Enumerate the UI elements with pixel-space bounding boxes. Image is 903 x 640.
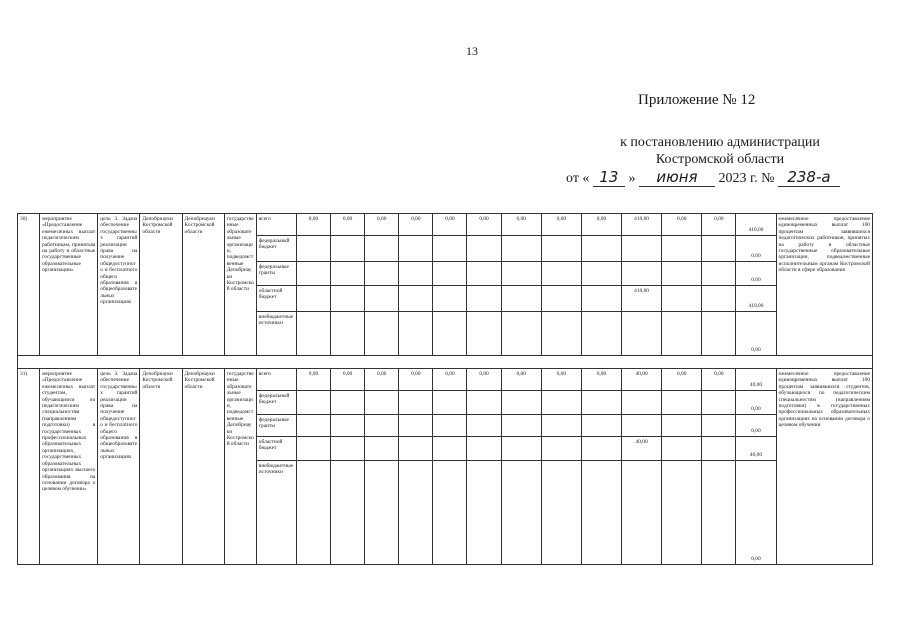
funding-value-cell [399,415,433,437]
funding-value-cell [433,236,467,262]
funding-source-label: всего [256,214,296,236]
funding-value-cell [399,437,433,461]
expected-result: ежемесячное предоставление единовременных выплат 100 процентам заявившихся педагогических работников, принятых на работу в областные государственные образовательные организации, подведомственные исполнительным органам Костромской области в сфере образования [776,214,872,356]
handwritten-day: 13 [593,168,625,187]
funding-value-cell [662,391,702,415]
funding-source-label: областной бюджет [256,286,296,312]
funding-value-cell [399,286,433,312]
funding-value-cell: 0,00 [662,369,702,391]
funding-value-cell: 0,00 [467,214,501,236]
funding-value-cell [331,262,365,286]
funding-value-cell [296,461,330,565]
funding-value-cell [467,236,501,262]
funding-value-cell: 0,00 [331,214,365,236]
funding-value-cell [399,461,433,565]
funding-value-cell [331,415,365,437]
funding-value-cell [331,391,365,415]
funding-value-cell [433,415,467,437]
decree-reference [570,134,870,168]
funding-value-cell [541,391,581,415]
funding-value-cell [433,437,467,461]
decree-line-1: к постановлению администрации [620,135,820,150]
funding-value-cell [662,236,702,262]
funding-value-cell: 0,00 [541,369,581,391]
funding-value-cell [433,391,467,415]
row-number: 30) [18,214,40,356]
funding-value-cell: 0,00 [399,214,433,236]
funding-value-cell: 0,00 [331,369,365,391]
funding-value-cell: 0,00 [501,214,541,236]
goal-description: цель 3. Задача обеспечение государственных гарантий реализации права на получение общедоступного и бесплатного общего образования в общеобразовательных организациях [98,369,140,565]
funding-value-cell [467,437,501,461]
funding-value-cell [296,437,330,461]
funding-value-cell [702,461,736,565]
funding-value-cell [622,415,662,437]
funding-value-cell [541,286,581,312]
row-number: 31) [18,369,40,565]
funding-value-cell [399,236,433,262]
decree-line-2: Костромской области [655,152,785,167]
event-description: мероприятие «Предоставление ежемесячных выплат педагогическим работникам, принятым на работу в областные государственные образовательные организации» [40,214,98,356]
funding-value-cell [296,262,330,286]
funding-value-cell [365,236,399,262]
funding-value-cell [331,312,365,356]
funding-value-cell [365,391,399,415]
funding-value-cell: 0,00 [541,214,581,236]
expected-result: ежемесячное предоставление единовременных выплат 100 процентам заявившихся студентов, обучающихся по педагогическим специальностям (направлениям подготовки) в государственных профессиональных образовательных организациях на основании договора о целевом обучении [776,369,872,565]
funding-source-label: областной бюджет [256,437,296,461]
funding-value-cell [501,461,541,565]
funding-total-cell: 0,00 [736,415,776,437]
date-year: 2023 г. № [718,171,775,186]
funding-value-cell: 410,00 [622,286,662,312]
funding-value-cell [331,437,365,461]
funding-total-cell: 410,00 [736,214,776,236]
funding-value-cell: 0,00 [702,214,736,236]
funding-value-cell [541,312,581,356]
funding-value-cell [433,262,467,286]
funding-value-cell: 0,00 [296,214,330,236]
funding-value-cell [296,286,330,312]
funding-value-cell [541,262,581,286]
funding-value-cell [399,262,433,286]
funding-source-label: федеральные гранты [256,415,296,437]
funding-value-cell [662,312,702,356]
funding-value-cell [581,415,621,437]
funding-value-cell [433,461,467,565]
funding-source-label: федеральный бюджет [256,236,296,262]
funding-source-label: федеральные гранты [256,262,296,286]
funding-value-cell [501,286,541,312]
funding-value-cell [541,461,581,565]
funding-value-cell [365,461,399,565]
funding-value-cell: 40,00 [622,437,662,461]
funding-value-cell [467,262,501,286]
funding-total-cell: 0,00 [736,312,776,356]
funding-value-cell [662,262,702,286]
funding-value-cell [541,236,581,262]
responsible-executor: Депобрнауки Костромской области [140,369,182,565]
funding-value-cell [622,312,662,356]
funding-value-cell [581,236,621,262]
funding-value-cell [501,236,541,262]
funding-value-cell [662,461,702,565]
funding-value-cell [365,286,399,312]
funding-total-cell: 0,00 [736,461,776,565]
date-prefix: от « [566,171,590,186]
funding-value-cell [581,391,621,415]
funding-value-cell [662,286,702,312]
funding-value-cell [467,415,501,437]
funding-value-cell [702,415,736,437]
row-separator-cell [18,356,873,369]
responsible-executor: Депобрнауки Костромской области [140,214,182,356]
funding-source-label: всего [256,369,296,391]
funding-value-cell: 0,00 [581,369,621,391]
funding-value-cell [331,286,365,312]
funding-value-cell [541,415,581,437]
funding-value-cell [331,461,365,565]
funding-total-cell: 0,00 [736,236,776,262]
funding-value-cell [581,286,621,312]
funding-value-cell: 0,00 [365,369,399,391]
funding-total-cell: 0,00 [736,391,776,415]
funding-value-cell [399,391,433,415]
funding-value-cell: 0,00 [467,369,501,391]
funding-value-cell [662,437,702,461]
funding-value-cell [622,262,662,286]
funding-value-cell [501,437,541,461]
date-mid: » [628,171,636,186]
funding-value-cell [467,461,501,565]
funding-value-cell [296,312,330,356]
funding-value-cell: 0,00 [581,214,621,236]
funding-value-cell [662,415,702,437]
funding-value-cell [581,262,621,286]
funding-value-cell: 0,00 [702,369,736,391]
recipient-organizations: государственные образовательные организации, подведомственные Депобрнауки Костромской области [224,214,256,356]
funding-value-cell [622,236,662,262]
funding-value-cell: 0,00 [296,369,330,391]
funding-value-cell [365,262,399,286]
funding-value-cell: 0,00 [433,214,467,236]
funding-value-cell [296,391,330,415]
decree-date [566,168,840,187]
funding-value-cell [622,391,662,415]
funding-value-cell [467,312,501,356]
funding-source-label: внебюджетные источники [256,461,296,565]
funding-value-cell [501,391,541,415]
funding-value-cell [365,437,399,461]
page-number: 13 [466,44,478,58]
funding-value-cell [622,461,662,565]
co-executor: Депобрнауки Костромской области [182,214,224,356]
funding-value-cell: 0,00 [433,369,467,391]
funding-value-cell: 0,00 [399,369,433,391]
funding-value-cell: 40,00 [622,369,662,391]
event-description: мероприятие «Предоставление ежемесячных выплат студентам, обучающимся по педагогическим специальностям (направлениям подготовки) в государственных профессиональных образовательных организациях, государственных образовательных организациях высшего образования на основании договора о целевом обучении» [40,369,98,565]
funding-value-cell: 410,00 [622,214,662,236]
funding-value-cell [501,415,541,437]
funding-value-cell [702,437,736,461]
funding-value-cell [501,262,541,286]
funding-value-cell [702,236,736,262]
funding-value-cell [581,437,621,461]
funding-value-cell [581,461,621,565]
program-table [17,213,873,565]
funding-total-cell: 410,00 [736,286,776,312]
funding-value-cell [296,236,330,262]
funding-value-cell [541,437,581,461]
funding-total-cell: 40,00 [736,369,776,391]
handwritten-decree-number: 238-а [778,168,840,187]
funding-value-cell [702,286,736,312]
goal-description: цель 3. Задача обеспечение государственных гарантий реализации права на получение общедоступного и бесплатного общего образования в общеобразовательных организациях [98,214,140,356]
funding-value-cell [365,312,399,356]
recipient-organizations: государственные образовательные организации, подведомственные Депобрнауки Костромской области [224,369,256,565]
row-separator [18,356,873,369]
appendix-title: Приложение № 12 [638,92,756,108]
funding-value-cell: 0,00 [365,214,399,236]
funding-total-cell: 40,00 [736,437,776,461]
funding-value-cell [702,391,736,415]
funding-value-cell: 0,00 [501,369,541,391]
co-executor: Депобрнауки Костромской области [182,369,224,565]
funding-value-cell: 0,00 [662,214,702,236]
funding-value-cell [702,312,736,356]
funding-value-cell [331,236,365,262]
funding-value-cell [365,415,399,437]
funding-source-label: федеральный бюджет [256,391,296,415]
funding-value-cell [296,415,330,437]
handwritten-month: июня [639,168,715,187]
funding-total-cell: 0,00 [736,262,776,286]
funding-value-cell [467,391,501,415]
funding-value-cell [581,312,621,356]
funding-source-label: внебюджетные источники [256,312,296,356]
funding-value-cell [399,312,433,356]
table-row [18,214,873,236]
funding-value-cell [702,262,736,286]
funding-value-cell [433,286,467,312]
table-row [18,369,873,391]
funding-value-cell [433,312,467,356]
funding-value-cell [501,312,541,356]
funding-value-cell [467,286,501,312]
